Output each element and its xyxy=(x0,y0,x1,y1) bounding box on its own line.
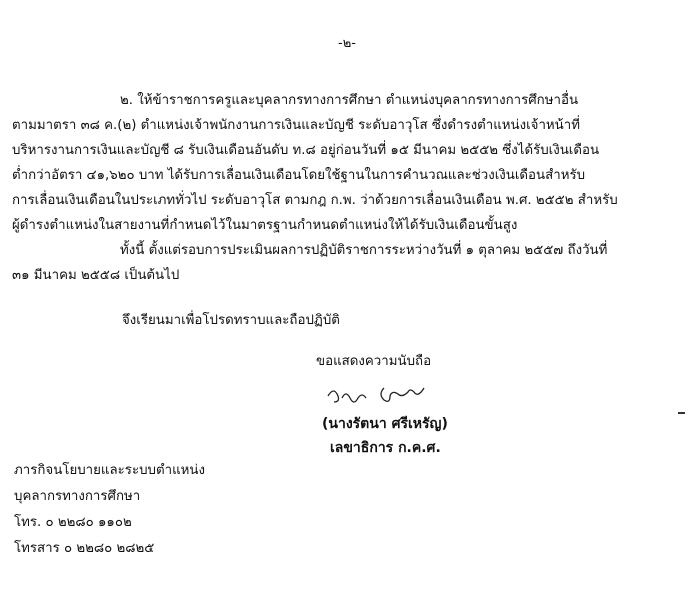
paragraph-line: บริหารงานการเงินและบัญชี ๘ รับเงินเดือนอันดับ ท.๘ อยู่ก่อนวันที่ ๑๕ มีนาคม ๒๕๕๒ ซึ่งได้รับเงินเดือน xyxy=(12,143,600,158)
footer-department-line2: บุคลากรทางการศึกษา xyxy=(14,489,141,504)
paragraph-line: ทั้งนี้ ตั้งแต่รอบการประเมินผลการปฏิบัติราชการระหว่างวันที่ ๑ ตุลาคม ๒๕๕๗ ถึงวันที่ xyxy=(120,243,608,258)
paragraph-line: การเลื่อนเงินเดือนในประเภททั่วไป ระดับอาวุโส ตามกฎ ก.พ. ว่าด้วยการเลื่อนเงินเดือน พ.ศ. ๒๕๕๒ สำหรับ xyxy=(12,193,618,208)
paragraph-line: ผู้ดำรงตำแหน่งในสายงานที่กำหนดไว้ในมาตรฐานกำหนดตำแหน่งให้ได้รับเงินเดือนขั้นสูง xyxy=(12,218,518,233)
paragraph-line: ๓๑ มีนาคม ๒๕๕๘ เป็นต้นไป xyxy=(12,268,180,283)
page-number: -๒- xyxy=(338,36,356,51)
closing: ขอแสดงความนับถือ xyxy=(316,354,432,369)
signatory-name: (นางรัตนา ศรีเหรัญ) xyxy=(322,416,448,432)
paragraph-line: ๒. ให้ข้าราชการครูและบุคลากรทางการศึกษา ตำแหน่งบุคลากรทางการศึกษาอื่น xyxy=(120,93,579,108)
scan-mark xyxy=(678,412,685,414)
paragraph-line: ต่ำกว่าอัตรา ๔๑,๖๒๐ บาท ได้รับการเลื่อนเงินเดือนโดยใช้ฐานในการคำนวณและช่วงเงินเดือนสำหรับ xyxy=(12,168,586,183)
signatory-position: เลขาธิการ ก.ค.ศ. xyxy=(330,440,441,456)
paragraph-line: ตามมาตรา ๓๘ ค.(๒) ตำแหน่งเจ้าพนักงานการเงินและบัญชี ระดับอาวุโส ซึ่งดำรงตำแหน่งเจ้าหน้าที่ xyxy=(12,118,580,133)
signature-image xyxy=(322,378,442,412)
footer-fax: โทรสาร ๐ ๒๒๘๐ ๒๘๒๕ xyxy=(14,541,155,556)
request-line: จึงเรียนมาเพื่อโปรดทราบและถือปฏิบัติ xyxy=(122,313,340,328)
footer-department-line1: ภารกิจนโยบายและระบบตำแหน่ง xyxy=(14,463,205,478)
footer-phone: โทร. ๐ ๒๒๘๐ ๑๑๐๒ xyxy=(14,515,132,530)
handwritten-signature xyxy=(322,378,442,408)
